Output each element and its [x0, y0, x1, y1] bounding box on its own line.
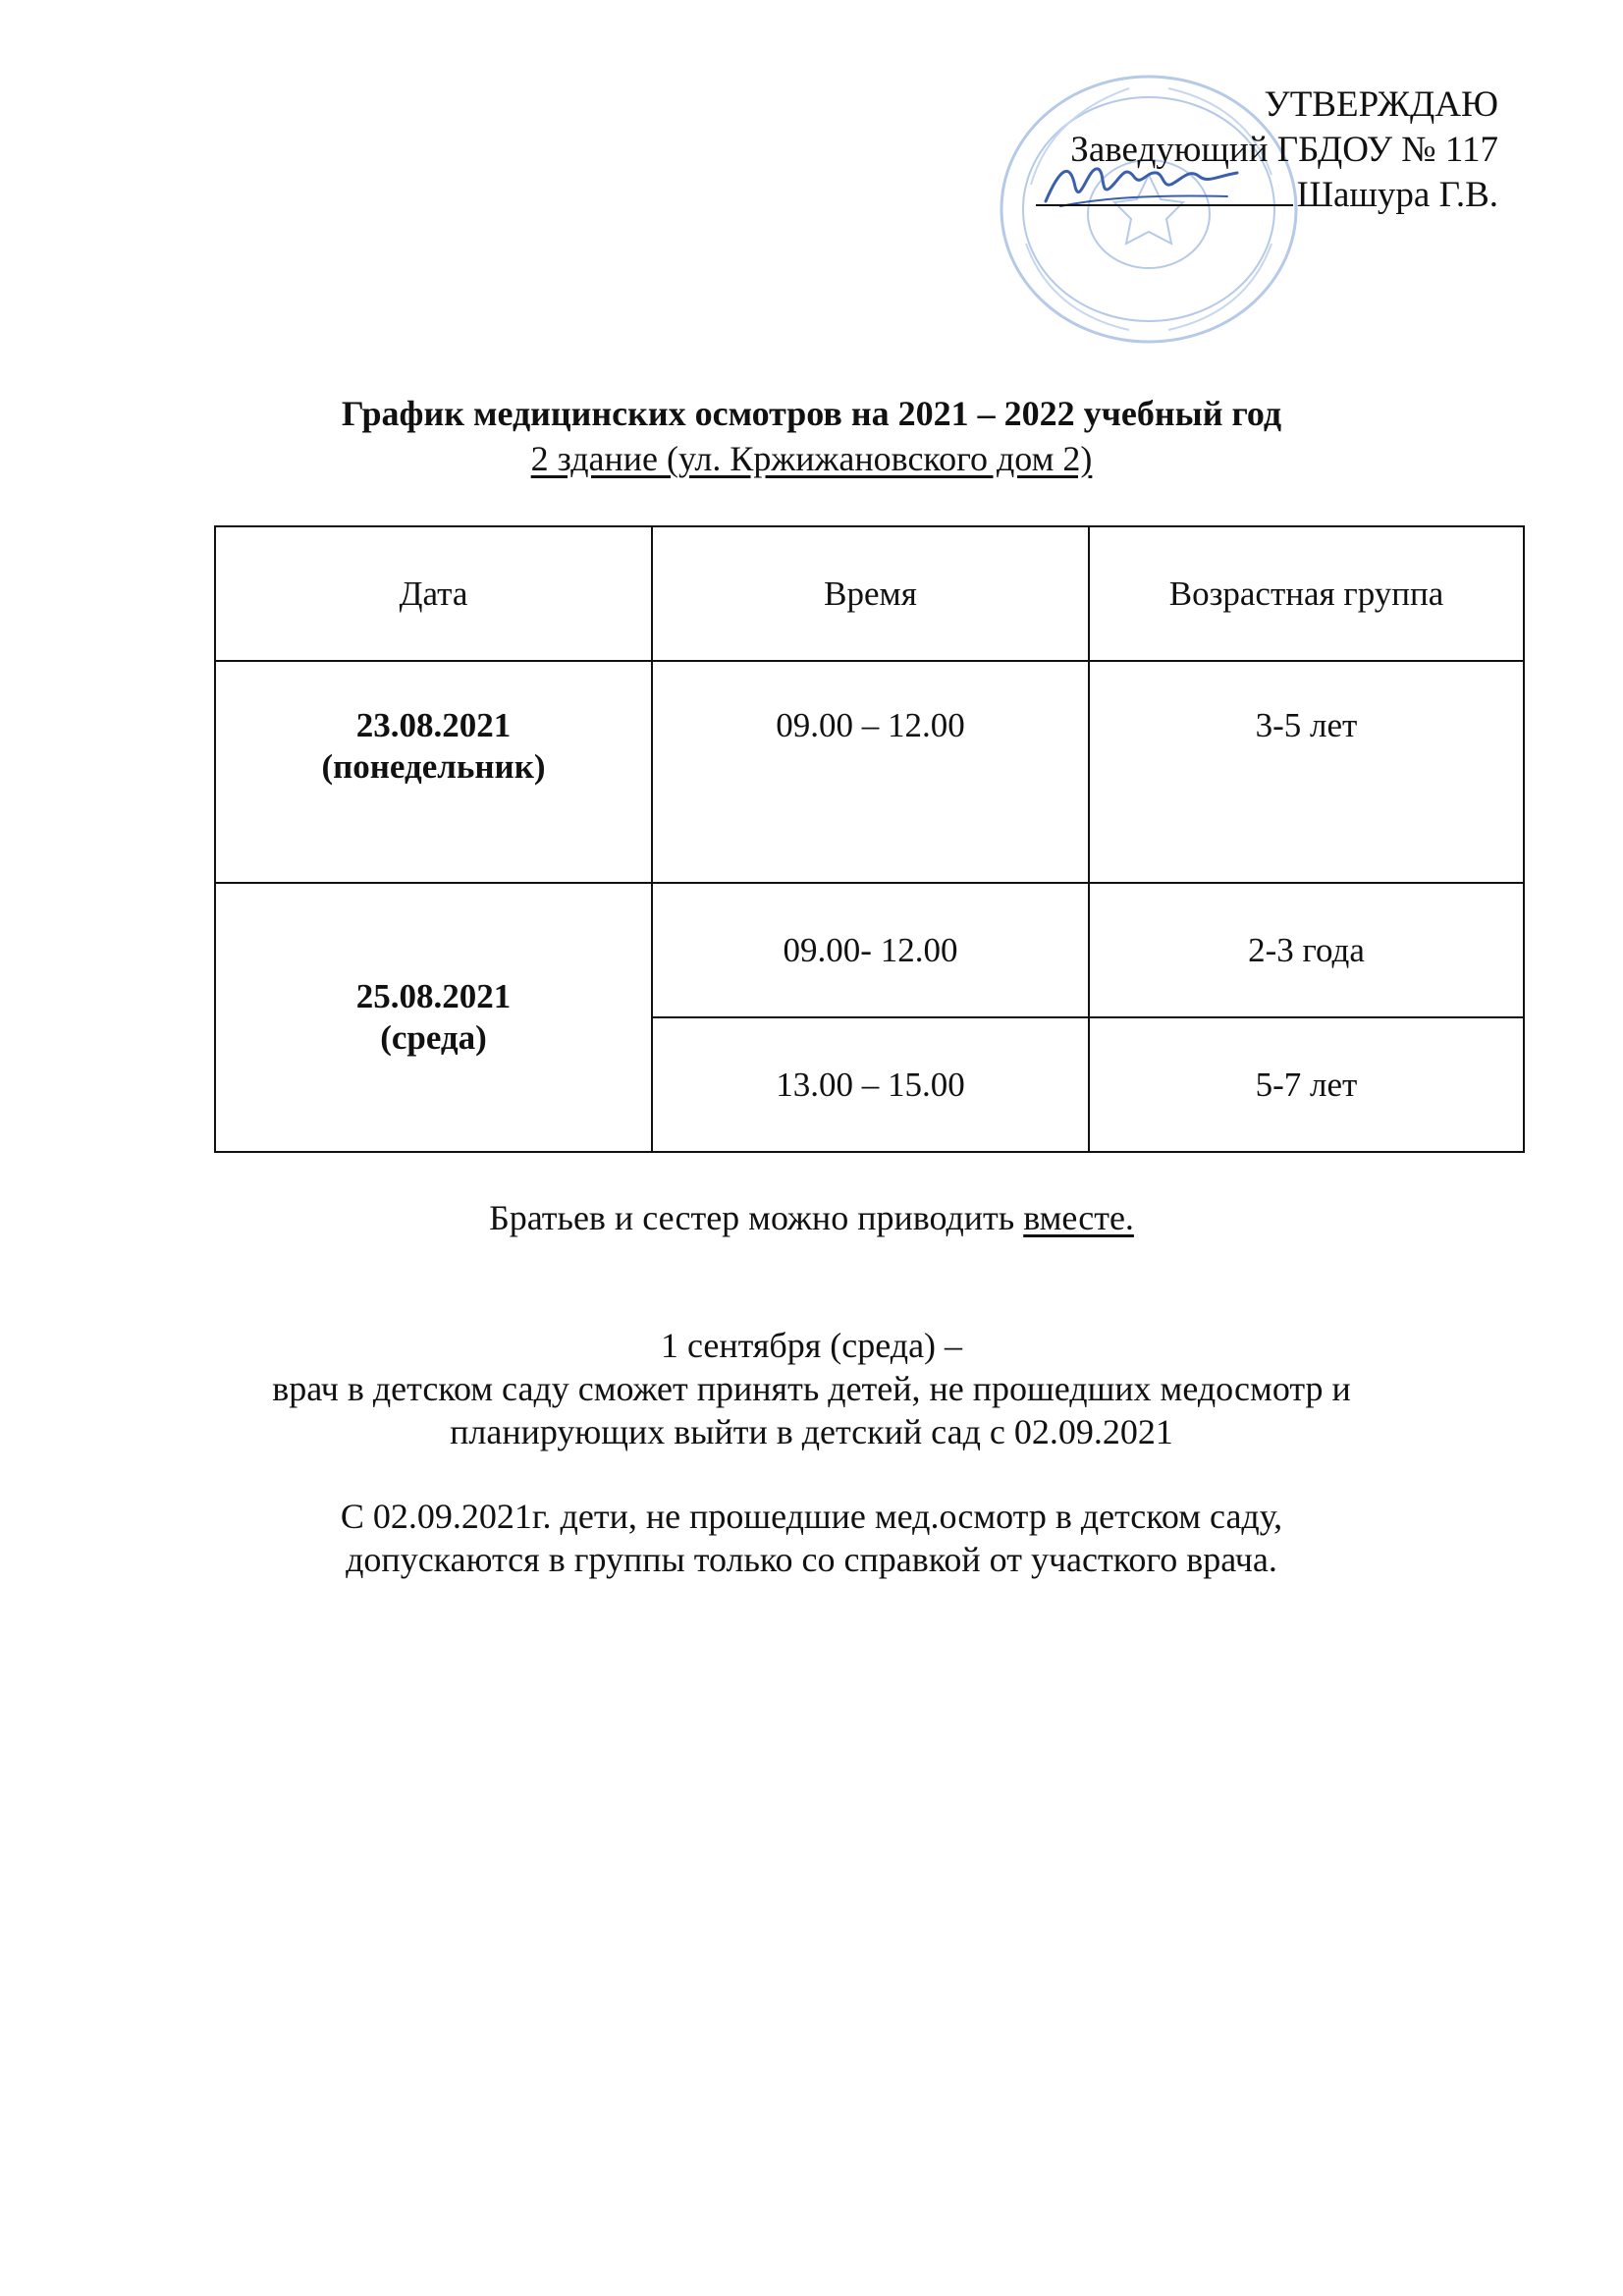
september-note-line: врач в детском саду сможет принять детей, не прошедших медосмотр и	[272, 1369, 1351, 1408]
september-note-line: 1 сентября (среда) –	[660, 1326, 963, 1365]
column-header-date: Дата	[215, 526, 652, 661]
time-cell: 13.00 – 15.00	[652, 1017, 1089, 1152]
age-group-cell: 3-5 лет	[1089, 661, 1524, 883]
september-note-line: планирующих выйти в детский сад с 02.09.2021	[450, 1412, 1173, 1451]
approver-name: Шашура Г.В.	[1296, 175, 1498, 215]
age-group-cell: 5-7 лет	[1089, 1017, 1524, 1152]
admission-note-line: С 02.09.2021г. дети, не прошедшие мед.осмотр в детском саду,	[340, 1497, 1283, 1536]
approval-heading: УТВЕРЖДАЮ	[1264, 84, 1498, 125]
signature-row	[988, 173, 1498, 218]
table-header-row	[215, 526, 1524, 661]
table-row	[215, 883, 1524, 1017]
time-cell: 09.00 – 12.00	[652, 661, 1089, 883]
admission-note	[0, 1495, 1623, 1581]
time-cell: 09.00- 12.00	[652, 883, 1089, 1017]
admission-note-line: допускаются в группы только со справкой от участкого врача.	[346, 1540, 1277, 1579]
exam-weekday: (понедельник)	[321, 747, 546, 786]
siblings-note-emphasis: вместе.	[1023, 1198, 1134, 1237]
september-note	[0, 1324, 1623, 1453]
exam-date: 25.08.2021	[355, 977, 512, 1015]
age-group-cell: 2-3 года	[1089, 883, 1524, 1017]
column-header-time: Время	[652, 526, 1089, 661]
exam-date: 23.08.2021	[355, 706, 512, 744]
document-subtitle	[0, 438, 1623, 479]
document-title: График медицинских осмотров на 2021 – 2022 учебный год	[341, 394, 1282, 433]
approver-position: Заведующий ГБДОУ № 117	[1070, 130, 1498, 170]
date-cell	[215, 661, 652, 883]
exam-weekday: (среда)	[380, 1018, 487, 1057]
building-address: 2 здание (ул. Кржижановского дом 2)	[530, 439, 1093, 478]
schedule-table	[214, 525, 1525, 1153]
signature-line	[1036, 175, 1293, 206]
siblings-note-text: Братьев и сестер можно приводить	[489, 1198, 1024, 1237]
date-cell	[215, 883, 652, 1152]
approval-block	[988, 82, 1498, 218]
column-header-age-group: Возрастная группа	[1089, 526, 1524, 661]
siblings-note	[0, 1196, 1623, 1239]
table-row	[215, 661, 1524, 883]
